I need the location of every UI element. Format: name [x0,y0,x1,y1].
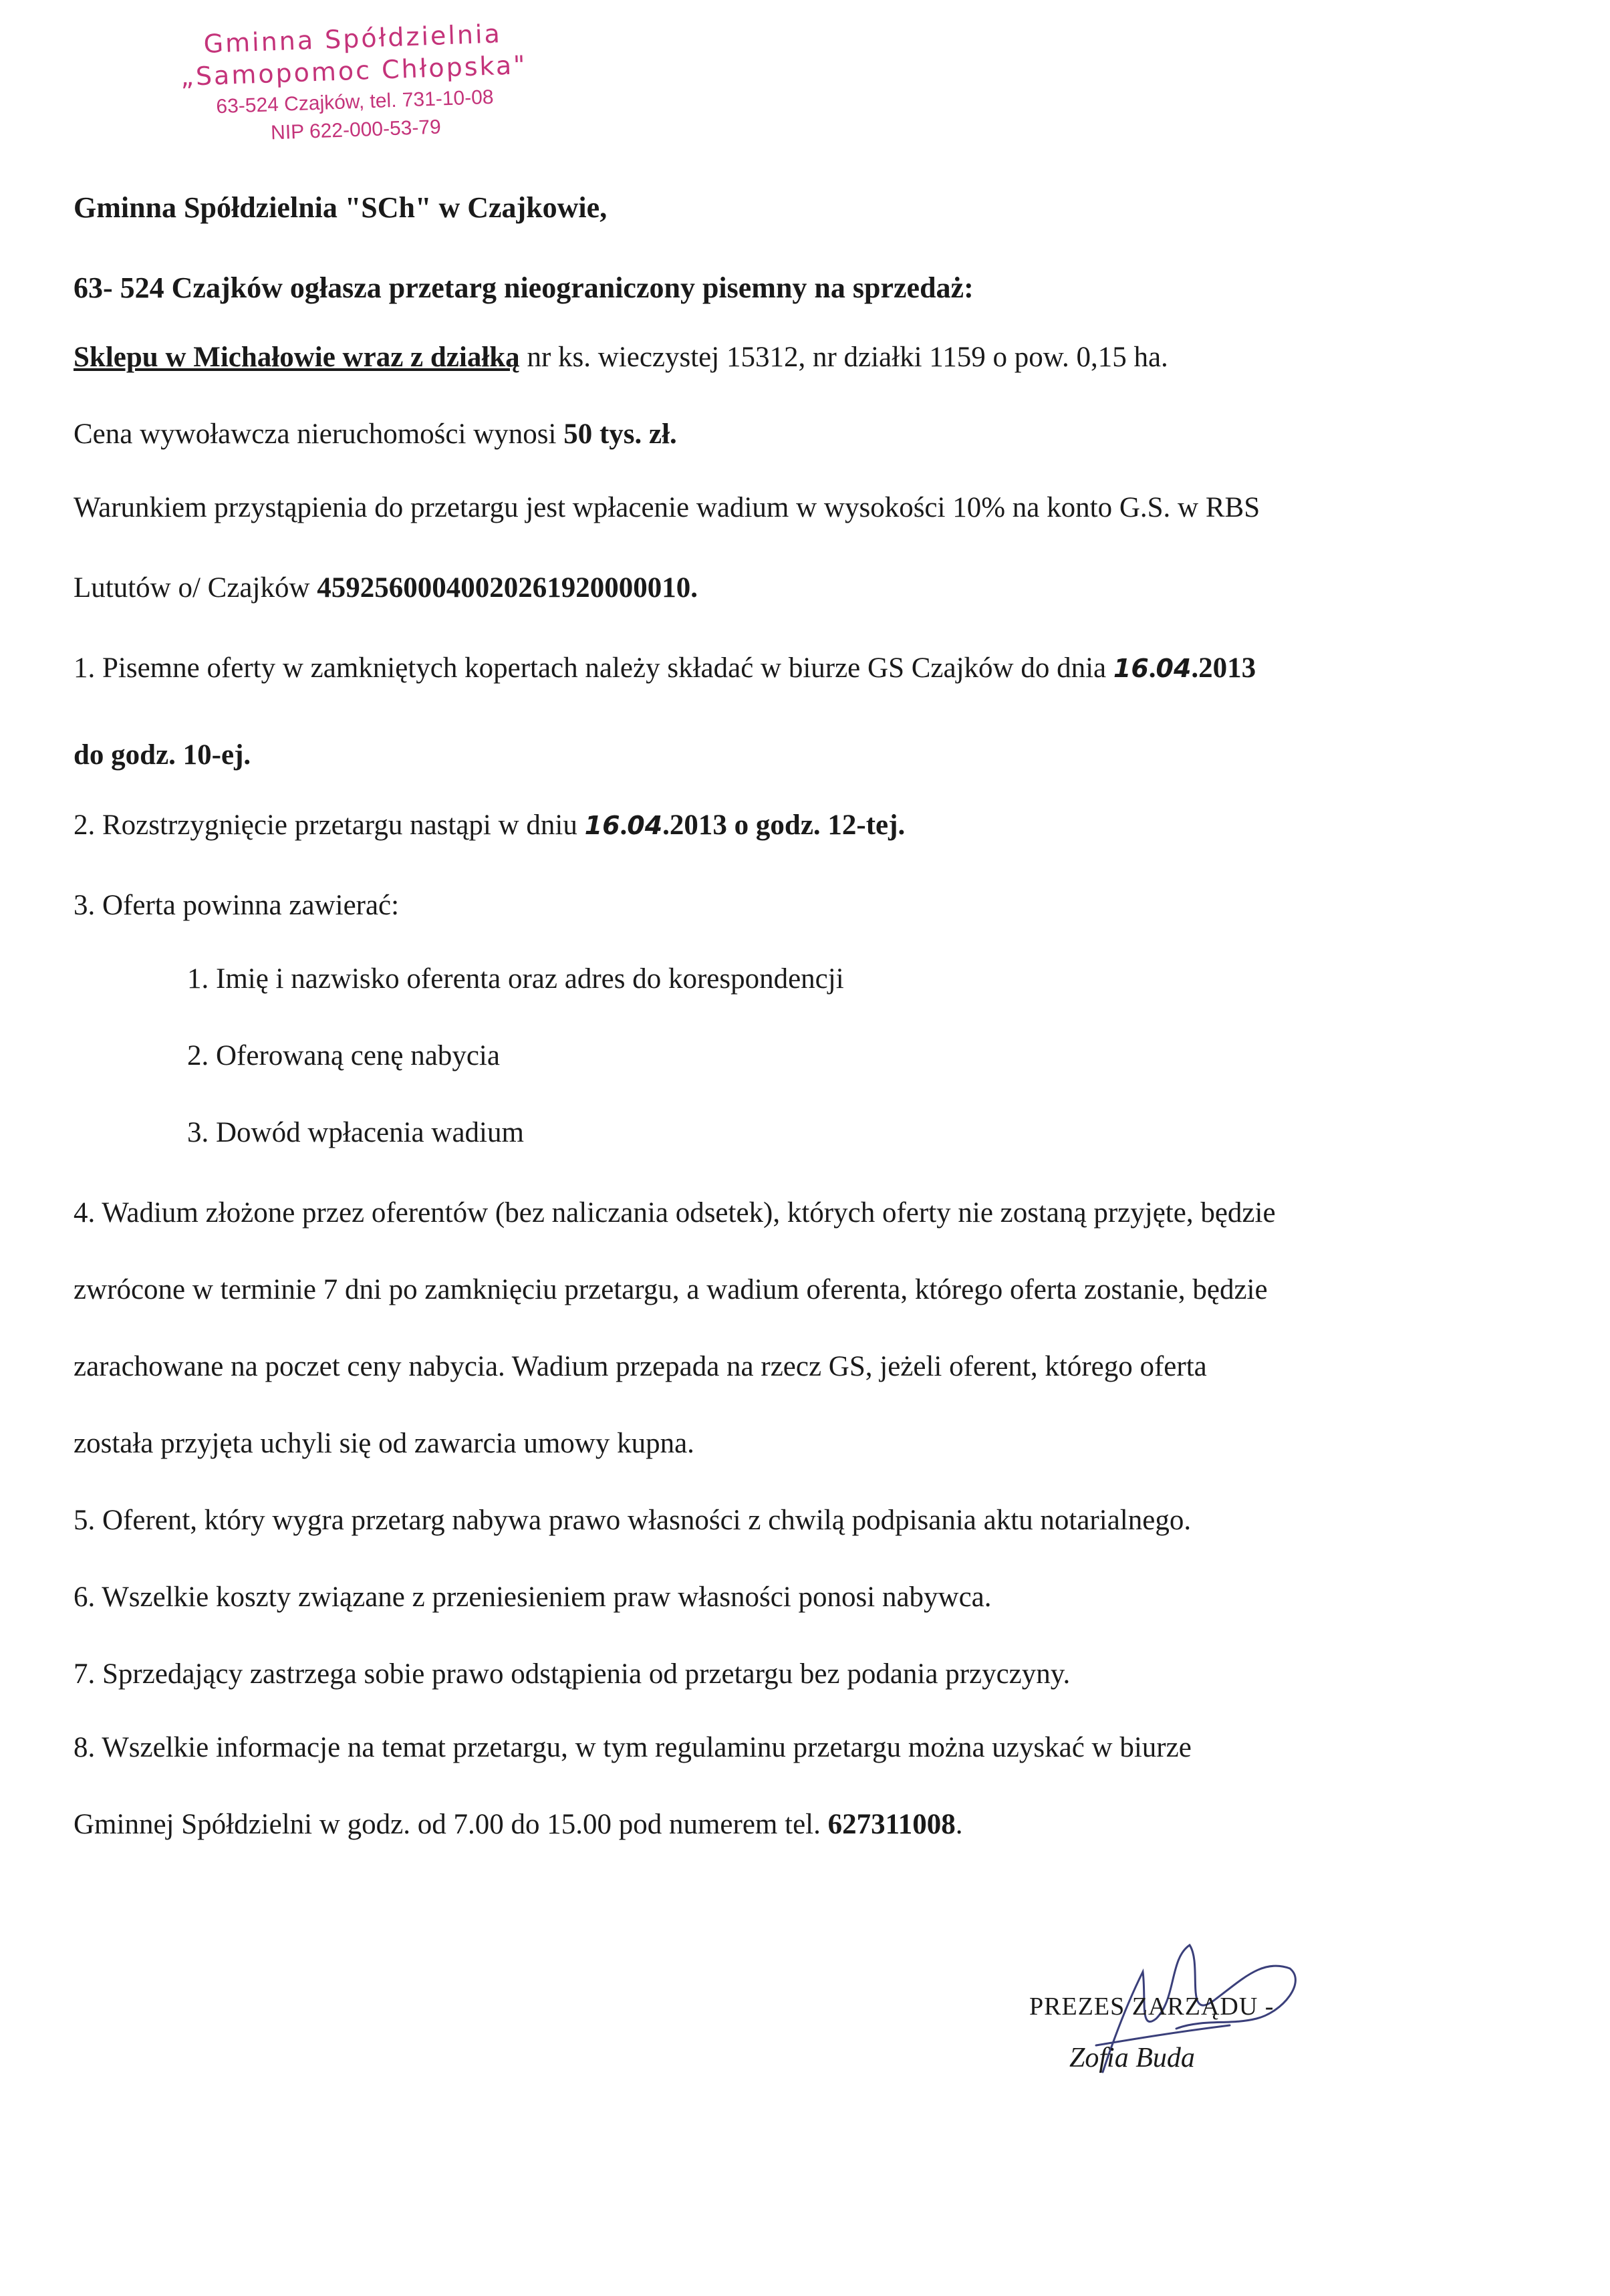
point-8-line-1: 8. Wszelkie informacje na temat przetargu, w tym regulaminu przetargu można uzyskać w biurze [74,1732,1192,1763]
point-3-item-2: 2. Oferowaną cenę nabycia [187,1040,500,1071]
subject-line [74,341,1168,374]
point-2-rest: .2013 o godz. 12-tej. [662,809,906,841]
price-amount: 50 tys. zł. [563,418,677,450]
signature-title: PREZES ZARZĄDU - [1029,1993,1274,2021]
deposit-line-2 [74,571,698,604]
point-2-day: 16 [584,811,620,840]
point-8-end: . [955,1809,963,1840]
stamp-line-2: „Samopomoc Chłopska" [180,49,528,92]
signature-name: Zofia Buda [1069,2043,1195,2073]
point-2-line [74,809,905,842]
point-8-text: Gminnej Spółdzielni w godz. od 7.00 do 15.00 pod numerem tel. [74,1809,828,1840]
deposit-line-1: Warunkiem przystąpienia do przetargu jest wpłacenie wadium w wysokości 10% na konto G.S. w RBS [74,492,1260,523]
point-4-line-3: zarachowane na poczet ceny nabycia. Wadium przepada na rzecz GS, jeżeli oferent, którego oferta [74,1351,1207,1382]
price-line [74,418,677,451]
point-8-phone: 627311008 [827,1809,956,1840]
point-3-item-1: 1. Imię i nazwisko oferenta oraz adres do korespondencji [187,963,844,995]
point-3-item-3: 3. Dowód wpłacenia wadium [187,1117,524,1148]
point-4-line-4: została przyjęta uchyli się od zawarcia umowy kupna. [74,1428,694,1459]
point-8-line-2 [74,1808,963,1841]
point-1-line-1 [74,652,1256,684]
point-1-day: 16 [1113,654,1149,683]
subject-property: Sklepu w Michałowie wraz z działką [74,342,520,373]
point-1-year: .2013 [1191,652,1256,684]
point-1-time: do godz. 10-ej. [74,739,251,771]
signature-block [1002,1918,1350,2119]
stamp-address: 63-524 Czajków, tel. 731-10-08 [215,86,495,118]
point-5-line: 5. Oferent, który wygra przetarg nabywa prawo własności z chwilą podpisania aktu notarialnego. [74,1505,1192,1536]
stamp-line-1: Gminna Spółdzielnia [203,19,503,59]
point-1-text: 1. Pisemne oferty w zamkniętych kopertach należy składać w biurze GS Czajków do dnia [74,652,1113,684]
point-1-month: 04 [1156,654,1192,683]
point-4-line-1: 4. Wadium złożone przez oferentów (bez naliczania odsetek), których oferty nie zostaną przyjęte, będzie [74,1197,1276,1229]
heading-line-2: 63- 524 Czajków ogłasza przetarg nieograniczony pisemny na sprzedaż: [74,271,974,304]
point-1-separator: . [1148,652,1156,684]
deposit-bank: Lututów o/ Czajków [74,572,317,604]
heading-line-1: Gminna Spółdzielnia "SCh" w Czajkowie, [74,191,608,224]
subject-details: nr ks. wieczystej 15312, nr działki 1159 o pow. 0,15 ha. [519,342,1168,373]
point-4-line-2: zwrócone w terminie 7 dni po zamknięciu przetargu, a wadium oferenta, którego oferta zostanie, będzie [74,1274,1268,1305]
point-2-separator: . [620,809,628,841]
point-2-month: 04 [627,811,663,840]
deposit-account-number: 45925600040020261920000010. [317,572,698,604]
point-2-text: 2. Rozstrzygnięcie przetargu nastąpi w dniu [74,809,585,841]
cooperative-stamp [132,17,577,150]
point-6-line: 6. Wszelkie koszty związane z przeniesieniem praw własności ponosi nabywca. [74,1581,992,1613]
price-label: Cena wywoławcza nieruchomości wynosi [74,418,564,450]
point-7-line: 7. Sprzedający zastrzega sobie prawo odstąpienia od przetargu bez podania przyczyny. [74,1658,1071,1690]
point-3-line: 3. Oferta powinna zawierać: [74,890,400,921]
stamp-nip: NIP 622-000-53-79 [270,116,442,144]
